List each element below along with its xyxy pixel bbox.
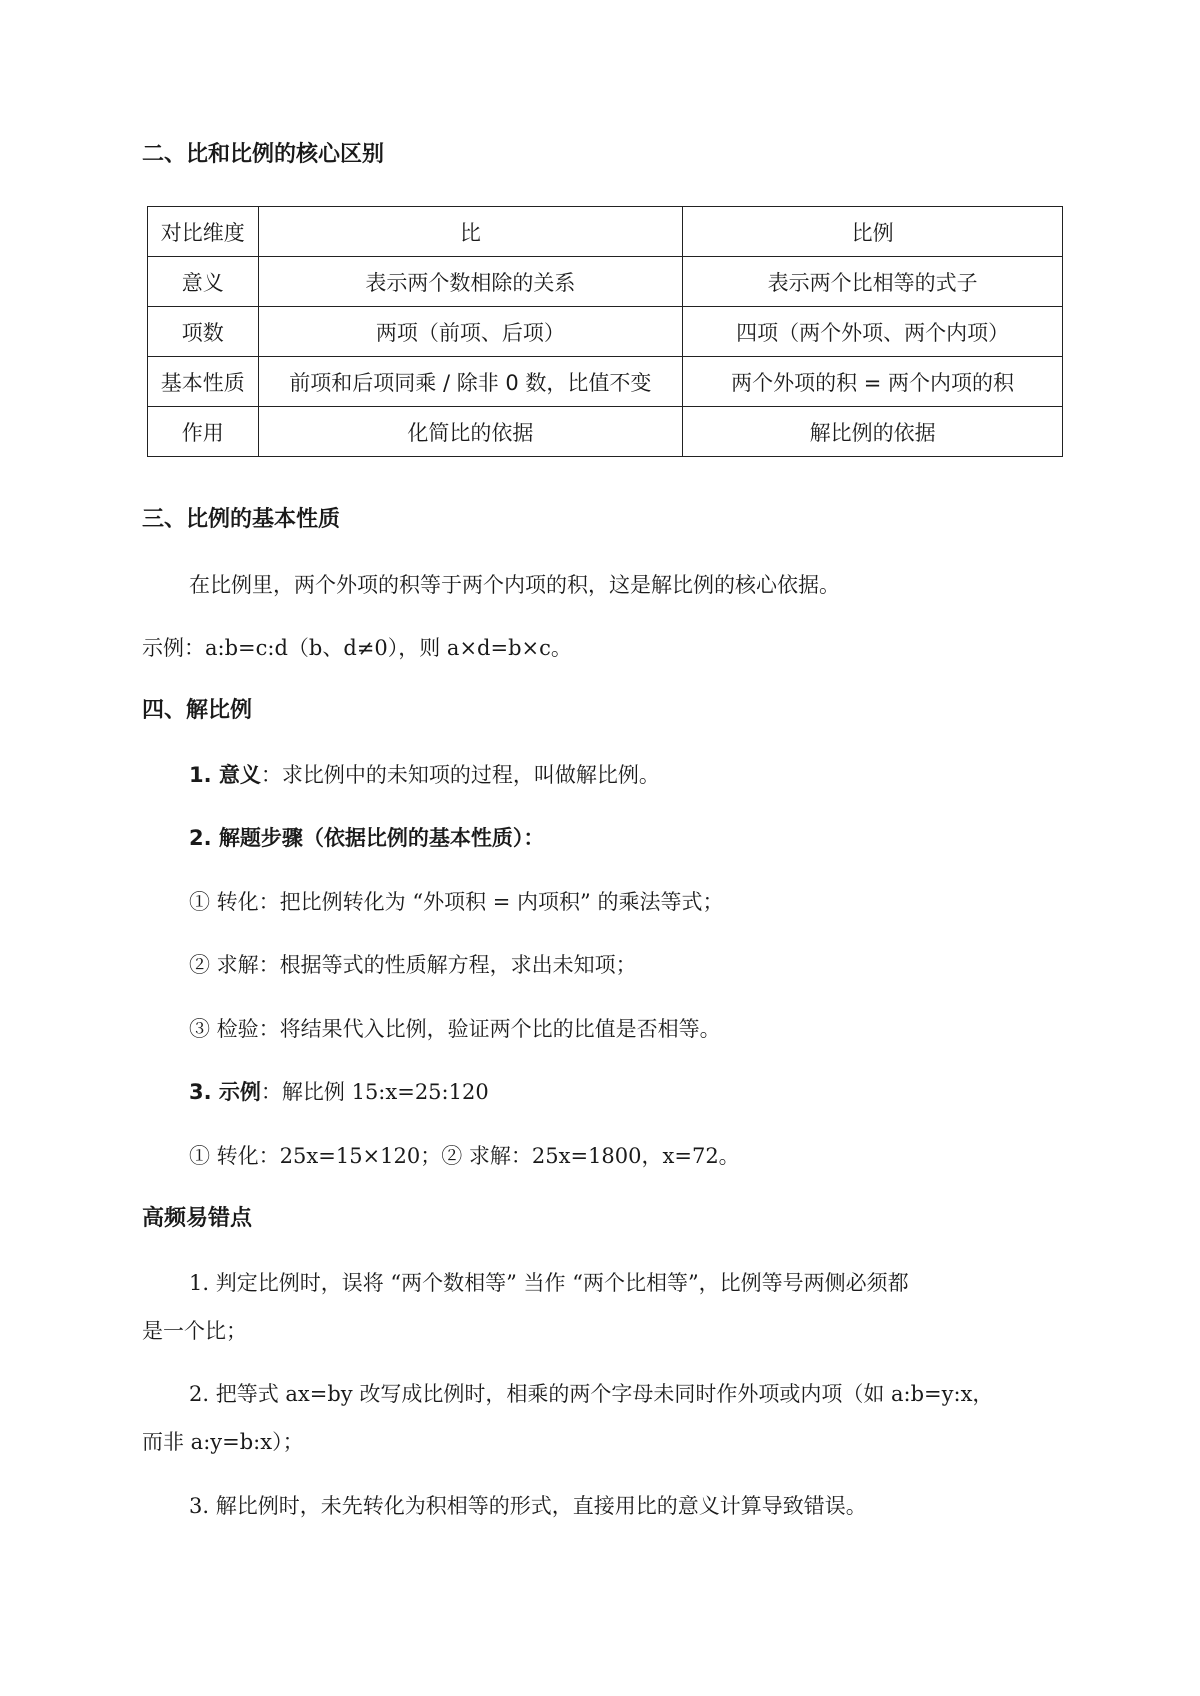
table-cell: 意义 bbox=[148, 257, 259, 307]
solve-item-2-label: 2. 解题步骤（依据比例的基本性质）： bbox=[189, 826, 545, 850]
comparison-table bbox=[147, 206, 1063, 457]
table-header-cell: 比 bbox=[258, 207, 683, 257]
mistake-3: 3. 解比例时，未先转化为积相等的形式，直接用比的意义计算导致错误。 bbox=[189, 1494, 867, 1518]
solve-step-3: ③ 检验：将结果代入比例，验证两个比的比值是否相等。 bbox=[189, 1017, 721, 1041]
solve-item-3-text: ：解比例 15:x=25:120 bbox=[260, 1080, 489, 1104]
mistake-2-line-1: 2. 把等式 ax=by 改写成比例时，相乘的两个字母未同时作外项或内项（如 a:b=y:x， bbox=[189, 1382, 994, 1406]
table-cell: 两项（前项、后项） bbox=[258, 307, 683, 357]
solve-item-1-label: 1. 意义 bbox=[189, 763, 261, 787]
solve-item-1 bbox=[189, 760, 660, 790]
solve-example-solution: ① 转化：25x=15×120；② 求解：25x=1800，x=72。 bbox=[189, 1144, 740, 1168]
table-row bbox=[148, 357, 1063, 407]
solve-item-3 bbox=[189, 1077, 489, 1107]
section4-heading: 四、解比例 bbox=[142, 698, 253, 723]
section3-heading: 三、比例的基本性质 bbox=[142, 507, 341, 532]
mistake-1-line-2: 是一个比； bbox=[142, 1319, 247, 1343]
section2-heading: 二、比和比例的核心区别 bbox=[142, 142, 385, 167]
table-cell: 表示两个比相等的式子 bbox=[683, 257, 1063, 307]
table-cell: 表示两个数相除的关系 bbox=[258, 257, 683, 307]
table-header-cell: 对比维度 bbox=[148, 207, 259, 257]
section3-example: 示例：a:b=c:d（b、d≠0），则 a×d=b×c。 bbox=[142, 636, 572, 660]
table-cell: 化简比的依据 bbox=[258, 407, 683, 457]
table-row bbox=[148, 407, 1063, 457]
table-header-cell: 比例 bbox=[683, 207, 1063, 257]
mistake-1-line-1: 1. 判定比例时，误将 “两个数相等” 当作 “两个比相等”，比例等号两侧必须都 bbox=[189, 1271, 909, 1295]
solve-item-1-text: ：求比例中的未知项的过程，叫做解比例。 bbox=[260, 763, 660, 787]
table-header-row bbox=[148, 207, 1063, 257]
table-cell: 项数 bbox=[148, 307, 259, 357]
table-cell: 两个外项的积 = 两个内项的积 bbox=[683, 357, 1063, 407]
table-row bbox=[148, 307, 1063, 357]
table-row bbox=[148, 257, 1063, 307]
table-cell: 解比例的依据 bbox=[683, 407, 1063, 457]
solve-step-1: ① 转化：把比例转化为 “外项积 = 内项积” 的乘法等式； bbox=[189, 890, 724, 914]
table-cell: 四项（两个外项、两个内项） bbox=[683, 307, 1063, 357]
table-cell: 基本性质 bbox=[148, 357, 259, 407]
table-cell: 前项和后项同乘 / 除非 0 数，比值不变 bbox=[258, 357, 683, 407]
mistake-2-line-2: 而非 a:y=b:x）； bbox=[142, 1430, 304, 1454]
table-cell: 作用 bbox=[148, 407, 259, 457]
mistakes-heading: 高频易错点 bbox=[142, 1206, 253, 1231]
solve-step-2: ② 求解：根据等式的性质解方程，求出未知项； bbox=[189, 953, 637, 977]
solve-item-3-label: 3. 示例 bbox=[189, 1080, 261, 1104]
section3-text: 在比例里，两个外项的积等于两个内项的积，这是解比例的核心依据。 bbox=[189, 573, 840, 597]
